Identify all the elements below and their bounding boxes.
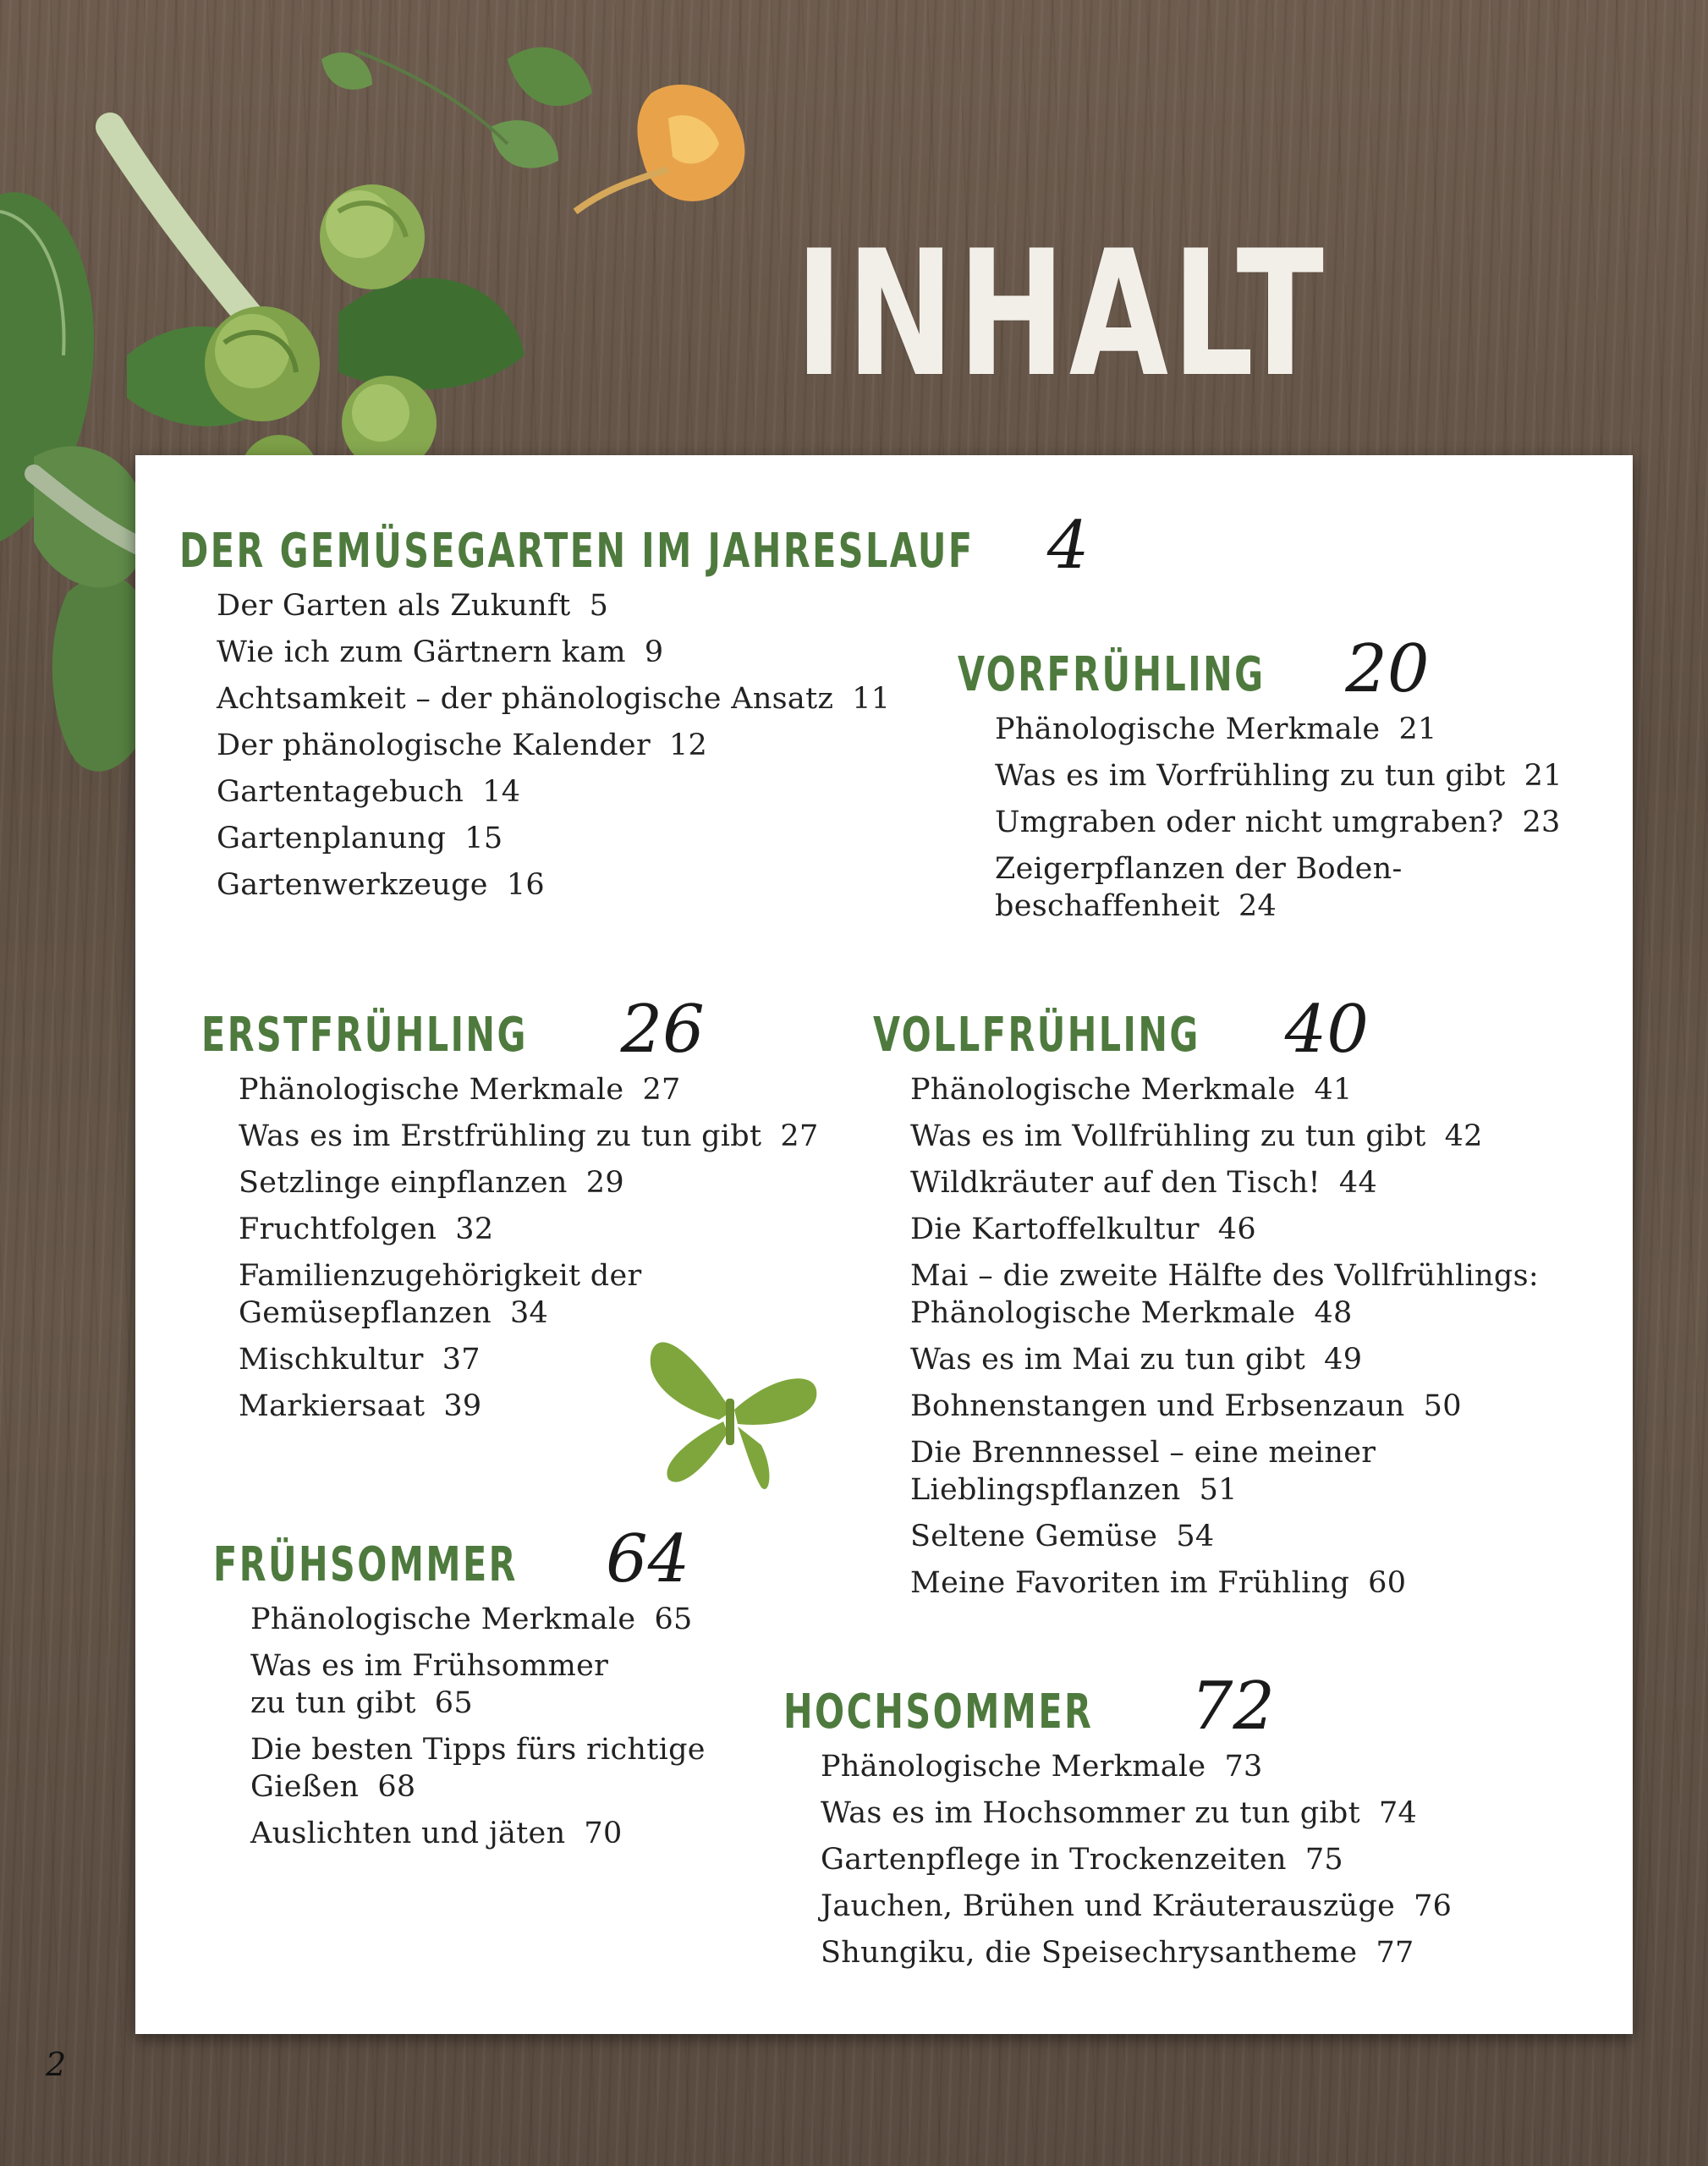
section-title: HOCHSOMMER xyxy=(783,1685,1094,1740)
toc-entry[interactable]: Fruchtfolgen 32 xyxy=(239,1212,494,1247)
toc-entry[interactable]: Shungiku, die Speisechrysantheme 77 xyxy=(821,1936,1414,1971)
toc-entry[interactable]: Was es im Hochsommer zu tun gibt 74 xyxy=(821,1796,1418,1831)
toc-entry[interactable]: Mischkultur 37 xyxy=(239,1343,481,1377)
toc-section-fruehsommer xyxy=(213,1521,706,1861)
entries-list xyxy=(995,711,1562,925)
section-title: VORFRÜHLING xyxy=(958,647,1266,703)
toc-entry[interactable]: Markiersaat 39 xyxy=(239,1389,482,1424)
toc-entry[interactable]: Gartentagebuch 14 xyxy=(217,775,521,810)
toc-entry[interactable]: Was es im Frühsommer zu tun gibt 65 xyxy=(250,1649,609,1721)
toc-entry[interactable]: Umgraben oder nicht umgraben? 23 xyxy=(995,805,1561,840)
toc-section-vorfruehling xyxy=(958,631,1562,934)
toc-entry[interactable]: Auslichten und jäten 70 xyxy=(250,1817,623,1851)
toc-entry[interactable]: Achtsamkeit – der phänologische Ansatz 11 xyxy=(217,682,891,717)
toc-entry[interactable]: Gartenwerkzeuge 16 xyxy=(217,868,545,903)
toc-paper xyxy=(135,455,1633,2034)
toc-section-hochsommer xyxy=(783,1668,1453,1981)
toc-entry[interactable]: Wildkräuter auf den Tisch! 44 xyxy=(910,1166,1378,1201)
toc-entry[interactable]: Die Kartoffelkultur 46 xyxy=(910,1212,1256,1247)
section-title: FRÜHSOMMER xyxy=(213,1537,518,1593)
toc-entry[interactable]: Phänologische Merkmale 65 xyxy=(250,1603,693,1637)
toc-entry[interactable]: Phänologische Merkmale 21 xyxy=(995,712,1437,747)
toc-entry[interactable]: Was es im Erstfrühling zu tun gibt 27 xyxy=(239,1119,819,1154)
butterfly-icon xyxy=(634,1318,829,1504)
section-page-number: 20 xyxy=(1345,631,1430,707)
toc-entry[interactable]: Was es im Vollfrühling zu tun gibt 42 xyxy=(910,1119,1483,1154)
entries-list xyxy=(821,1748,1452,1971)
toc-entry[interactable]: Was es im Mai zu tun gibt 49 xyxy=(910,1343,1363,1377)
toc-section-jahreslauf xyxy=(179,508,1090,913)
toc-entry[interactable]: Phänologische Merkmale 27 xyxy=(239,1073,681,1108)
toc-entry[interactable]: Gartenpflege in Trockenzeiten 75 xyxy=(821,1843,1343,1877)
toc-entry[interactable]: Mai – die zweite Hälfte des Vollfrühlings: Phänologische Merkmale 48 xyxy=(910,1259,1539,1331)
toc-section-vollfruehling xyxy=(873,992,1539,1611)
toc-entry[interactable]: Phänologische Merkmale 73 xyxy=(821,1750,1263,1784)
toc-entry[interactable]: Phänologische Merkmale 41 xyxy=(910,1073,1353,1108)
toc-entry[interactable]: Seltene Gemüse 54 xyxy=(910,1520,1215,1554)
toc-entry[interactable]: Meine Favoriten im Frühling 60 xyxy=(910,1566,1407,1601)
toc-entry[interactable]: Der Garten als Zukunft 5 xyxy=(217,589,609,624)
entries-list xyxy=(250,1601,706,1852)
section-title: DER GEMÜSEGARTEN IM JAHRESLAUF xyxy=(179,524,975,580)
toc-entry[interactable]: Gartenplanung 15 xyxy=(217,822,503,856)
toc-entry[interactable]: Jauchen, Brühen und Kräuterauszüge 76 xyxy=(821,1889,1453,1924)
page-number: 2 xyxy=(46,2046,67,2083)
section-page-number: 64 xyxy=(605,1521,690,1597)
toc-entry[interactable]: Der phänologische Kalender 12 xyxy=(217,728,708,763)
entries-list xyxy=(910,1071,1539,1602)
toc-entry[interactable]: Zeigerpflanzen der Boden- beschaffenheit 24 xyxy=(995,852,1403,924)
toc-entry[interactable]: Wie ich zum Gärtnern kam 9 xyxy=(217,635,664,670)
section-page-number: 72 xyxy=(1190,1668,1276,1745)
page-title: INHALT xyxy=(795,214,1328,415)
toc-entry[interactable]: Familienzugehörigkeit der Gemüsepflanzen 34 xyxy=(239,1259,642,1331)
toc-entry[interactable]: Die Brennnessel – eine meiner Lieblingspflanzen 51 xyxy=(910,1436,1376,1508)
section-title: ERSTFRÜHLING xyxy=(201,1008,528,1064)
toc-entry[interactable]: Was es im Vorfrühling zu tun gibt 21 xyxy=(995,759,1562,794)
section-title: VOLLFRÜHLING xyxy=(873,1008,1200,1064)
toc-entry[interactable]: Die besten Tipps fürs richtige Gießen 68 xyxy=(250,1733,706,1805)
section-page-number: 4 xyxy=(1046,508,1090,584)
section-page-number: 40 xyxy=(1284,992,1369,1068)
toc-entry[interactable]: Setzlinge einpflanzen 29 xyxy=(239,1166,624,1201)
toc-entry[interactable]: Bohnenstangen und Erbsenzaun 50 xyxy=(910,1389,1462,1424)
section-page-number: 26 xyxy=(620,992,705,1068)
